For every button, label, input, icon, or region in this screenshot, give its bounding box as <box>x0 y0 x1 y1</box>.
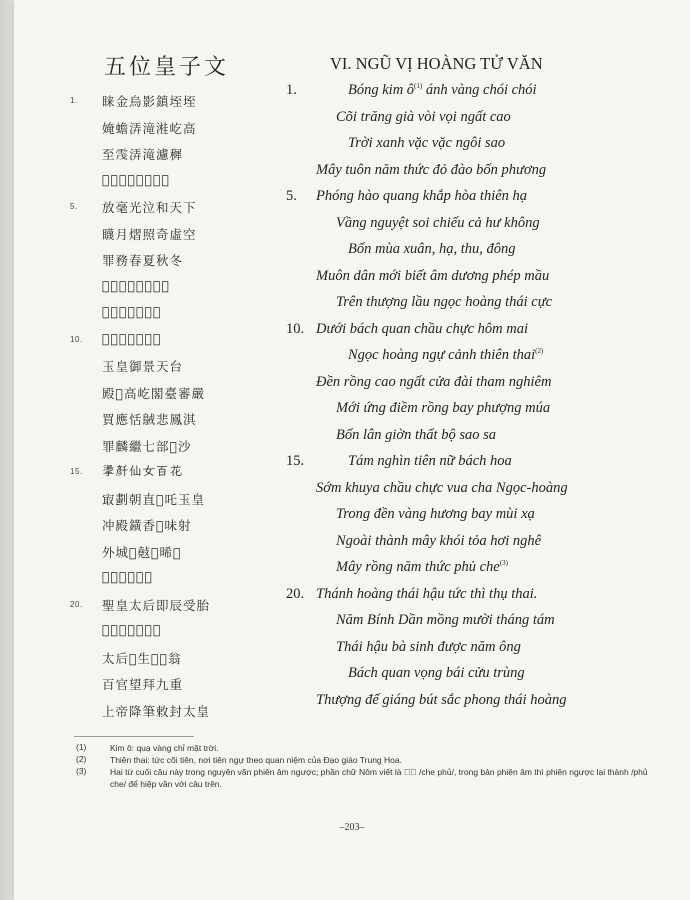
nom-line: 外城𪿍𢿣𬆃晞𤍶 <box>102 544 182 560</box>
quoc-ngu-line: Bóng kim $ô^{(1)}$ ánh vàng chói chói <box>348 82 537 98</box>
nom-line: 罪麟繼七部𦟊沙 <box>102 438 192 454</box>
footnote-text: Hai từ cuối câu này trong nguyên văn phiên âm ngược; phần chữ Nôm viết là 𬂙𡍘 /che phủ/, trong bản phiên âm thì phiên ngược lại thành /phủ che/ để hiệp vần với câu trên. <box>110 767 648 789</box>
nom-line: 上帝降筆敕封太皇 <box>102 703 211 719</box>
nom-line: 百官望拜九重 <box>102 677 184 692</box>
quoc-ngu-line-number: 15. <box>286 453 305 469</box>
nom-line: 𨕭上樓玉皇太極 <box>102 304 162 319</box>
quoc-ngu-line: Thánh hoàng thái hậu tức thì thụ thai. <box>316 585 538 602</box>
nom-line: 聖皇太后即辰受胎 <box>102 597 211 613</box>
quoc-ngu-line: Sớm khuya chầu chực vua cha Ngọc-hoàng <box>316 479 568 496</box>
nom-line: 睐金烏影鎮垤垤 <box>102 94 197 109</box>
quoc-ngu-title: VI. NGŨ VỊ HOÀNG TỬ VĂN <box>330 54 543 73</box>
quoc-ngu-line: Đền rồng cao ngất cửa đài tham nghiêm <box>316 373 552 390</box>
quoc-ngu-line: Ngọc hoàng ngự cảnh thiên thai$^{(2)}$ <box>348 347 544 363</box>
footnote-marker: (3) <box>499 559 508 567</box>
quoc-ngu-line: Thái hậu bà sinh được năm ông <box>336 638 521 655</box>
quoc-ngu-line: Năm Bính Dần mồng mười tháng tám <box>336 612 555 628</box>
footnote-number: (1) <box>76 742 87 752</box>
nom-line: 𢴳𠦳仙女百花 <box>102 463 184 478</box>
page-edge <box>0 0 14 900</box>
nom-line: 㛪蟾㳥滝溎屹高 <box>102 120 197 136</box>
footnote-rule <box>74 736 194 737</box>
footnote-marker: (2) <box>535 347 544 355</box>
nom-line: 䁾月熠照奇虛空 <box>102 226 197 242</box>
nom-line: 放毫光泣和天下 <box>102 200 197 215</box>
nom-line-number: 10. <box>70 334 83 344</box>
footnote-number: (3) <box>76 766 87 776</box>
footnote-text: Kim ô: quạ vàng chỉ mặt trời. <box>110 743 219 753</box>
quoc-ngu-line: Tám nghìn tiên nữ bách hoa <box>348 453 512 469</box>
quoc-ngu-line: Vầng nguyệt soi chiếu cả hư không <box>336 214 540 231</box>
quoc-ngu-line: Mây rồng năm thức phủ che$^{(3)}$ <box>336 559 508 575</box>
nom-line: 𫗃民買別陰陽法𬆃 <box>102 277 171 293</box>
quoc-ngu-line: Thượng đế giáng bút sắc phong thái hoàng <box>316 691 567 708</box>
nom-title: 五位皇子文 <box>104 55 230 80</box>
quoc-ngu-line: Trên thượng lầu ngọc hoàng thái cực <box>336 294 553 310</box>
footnote-number: (2) <box>76 754 87 764</box>
nom-line: 玉皇御景天台 <box>102 359 184 374</box>
quoc-ngu-line-number: 5. <box>286 188 297 204</box>
nom-line: 𩄲䵒𦤾式𪿍桃罪方 <box>102 171 171 187</box>
quoc-ngu-line: Dưới bách quan chầu chực hôm mai <box>316 320 529 337</box>
quoc-ngu-line: Phóng hào quang khắp hòa thiên hạ <box>316 188 528 204</box>
book-page <box>14 0 690 900</box>
quoc-ngu-line: Trời xanh vặc vặc ngôi sao <box>348 135 506 151</box>
quoc-ngu-line: Bốn mùa xuân, hạ, thu, đông <box>348 241 516 257</box>
nom-line: 冲殿鐄香𪿗味射 <box>102 518 192 533</box>
nom-line-number: 15. <box>70 467 83 476</box>
nom-line-number: 5. <box>70 202 78 211</box>
quoc-ngu-line-number: 1. <box>286 82 297 98</box>
nom-line: 𪿍𩄲𦤾式𬂙𡍘 <box>102 569 154 584</box>
nom-line: 𢆥丙寅夢进𣎃𥟉 <box>102 622 162 637</box>
quoc-ngu-line: Muôn dân mới biết âm dương phép mầu <box>316 267 550 284</box>
nom-line: 㝡劃朝直𬆃吒玉皇 <box>102 491 206 507</box>
nom-line: 殿𤒛高屹閣臺審嚴 <box>102 385 206 401</box>
quoc-ngu-line: Bách quan vọng bái cửu trùng <box>348 665 525 681</box>
nom-line: 太后𢪀生𤯩𢆥翁 <box>102 650 182 666</box>
quoc-ngu-line-number: 10. <box>286 320 305 337</box>
nom-line: 𠓀百民朝直最𢆥 <box>102 330 162 346</box>
nom-line: 買應恬𪀚悲鳳淇 <box>102 412 197 427</box>
nom-line-number: 20. <box>70 599 83 609</box>
nom-line-number: 1. <box>70 96 78 105</box>
quoc-ngu-line: Mây tuôn năm thức đỏ đào bốn phương <box>316 161 547 178</box>
nom-line: 罪務春夏秋冬 <box>102 253 184 268</box>
quoc-ngu-line-number: 20. <box>286 585 305 602</box>
quoc-ngu-line: Trong đền vàng hương bay mùi xạ <box>336 506 535 522</box>
footnote-text: Thiên thai: tức cõi tiên, nơi tiên ngự theo quan niệm của Đạo giáo Trung Hoa. <box>110 755 402 765</box>
quoc-ngu-line: Mới ứng điềm rồng bay phượng múa <box>336 400 551 416</box>
page-number: –203– <box>339 822 365 833</box>
quoc-ngu-line: Bốn lân giờn thất bộ sao sa <box>336 426 496 443</box>
quoc-ngu-line: Cõi trăng già vòi vọi ngất cao <box>336 108 511 125</box>
quoc-ngu-line: Ngoài thành mây khói tỏa hơi nghê <box>336 532 542 549</box>
footnote-marker: (1) <box>414 82 423 90</box>
nom-line: 至𩂟㳥滝濾穉 <box>102 147 184 162</box>
